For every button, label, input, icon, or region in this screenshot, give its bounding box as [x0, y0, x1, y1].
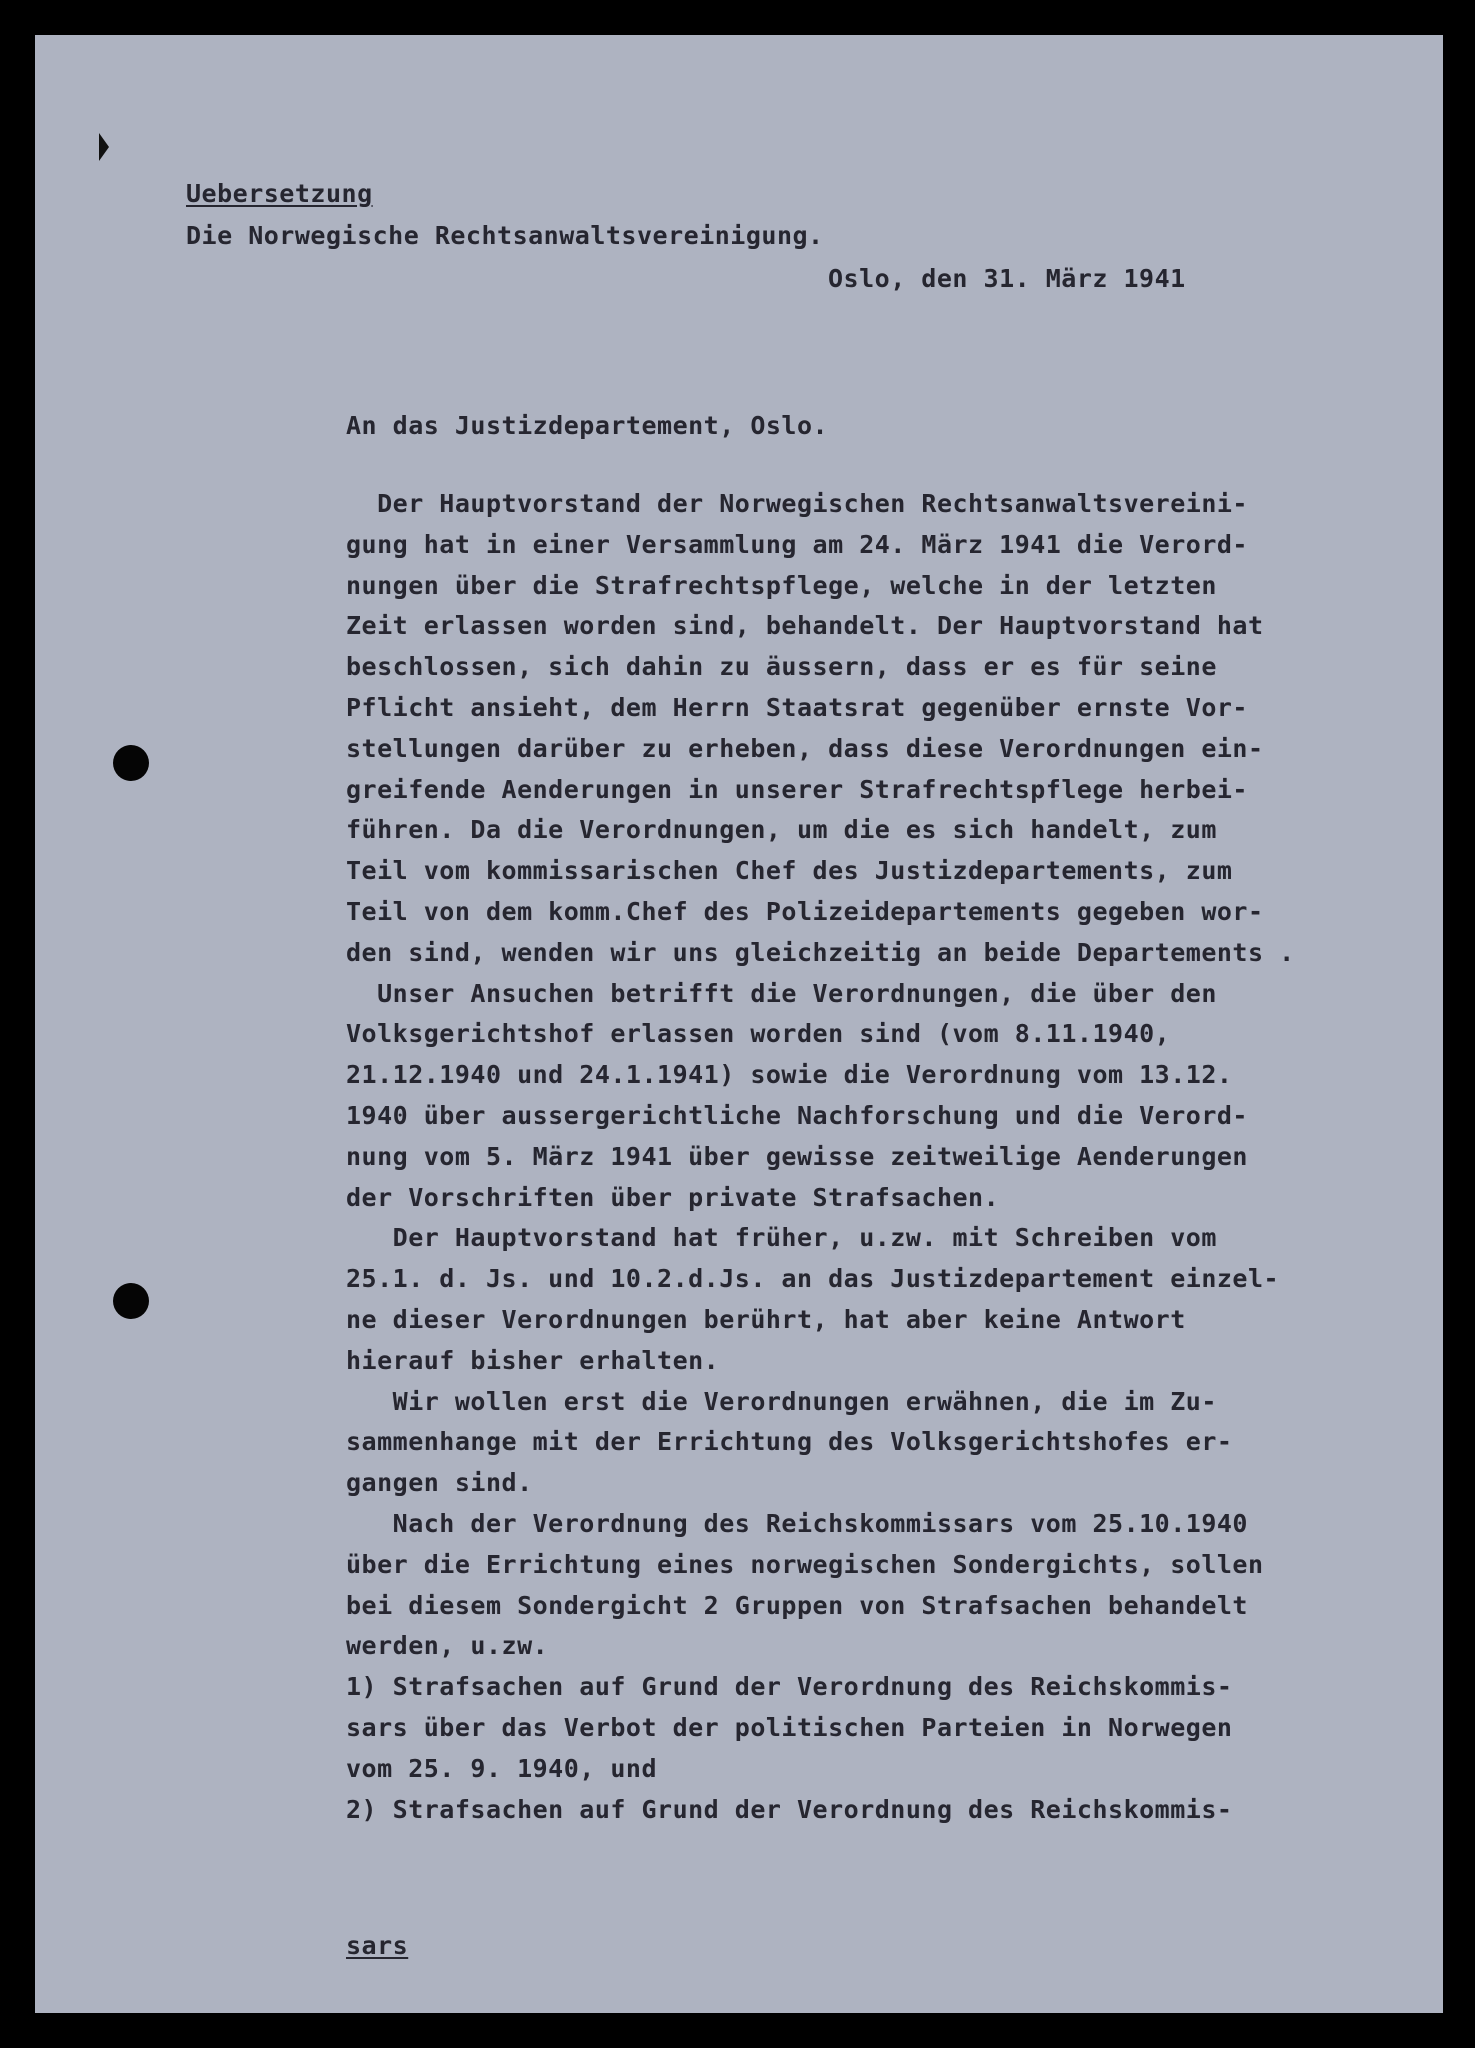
body-line: 1) Strafsachen auf Grund der Verordnung des Reichskommis- — [346, 1672, 1233, 1701]
recipient-line: An das Justizdepartement, Oslo. — [346, 411, 829, 440]
body-line: Pflicht ansieht, dem Herrn Staatsrat gegenüber ernste Vor- — [346, 693, 1248, 722]
date-line: Oslo, den 31. März 1941 — [828, 264, 1186, 293]
body-line: der Vorschriften über private Strafsachen. — [346, 1183, 1000, 1212]
body-line: sars über das Verbot der politischen Parteien in Norwegen — [346, 1713, 1233, 1742]
body-line: beschlossen, sich dahin zu äussern, dass er es für seine — [346, 652, 1217, 681]
body-line: sammenhange mit der Errichtung des Volksgerichtshofes er- — [346, 1427, 1233, 1456]
body-line: 1940 über aussergerichtliche Nachforschung und die Verord- — [346, 1101, 1248, 1130]
body-line: 2) Strafsachen auf Grund der Verordnung des Reichskommis- — [346, 1795, 1233, 1824]
body-line: bei diesem Sondergicht 2 Gruppen von Strafsachen behandelt — [346, 1591, 1248, 1620]
body-line: über die Errichtung eines norwegischen Sondergichts, sollen — [346, 1550, 1264, 1579]
body-line: werden, u.zw. — [346, 1631, 549, 1660]
body-line: nungen über die Strafrechtspflege, welche in der letzten — [346, 571, 1217, 600]
body-line: Der Hauptvorstand der Norwegischen Rechtsanwaltsvereini- — [346, 489, 1248, 518]
body-line: gung hat in einer Versammlung am 24. März 1941 die Verord- — [346, 530, 1248, 559]
body-line: Der Hauptvorstand hat früher, u.zw. mit Schreiben vom — [346, 1223, 1217, 1252]
body-line: hierauf bisher erhalten. — [346, 1346, 720, 1375]
body-line: Zeit erlassen worden sind, behandelt. Der Hauptvorstand hat — [346, 611, 1264, 640]
body-line: vom 25. 9. 1940, und — [346, 1754, 658, 1783]
body-line: führen. Da die Verordnungen, um die es sich handelt, zum — [346, 815, 1217, 844]
body-line: ne dieser Verordnungen berührt, hat aber keine Antwort — [346, 1305, 1186, 1334]
paper-sheet — [35, 35, 1443, 2013]
body-line: 25.1. d. Js. und 10.2.d.Js. an das Justizdepartement einzel- — [346, 1264, 1280, 1293]
body-line: Nach der Verordnung des Reichskommissars vom 25.10.1940 — [346, 1509, 1248, 1538]
punch-hole — [113, 1283, 149, 1319]
body-line: Volksgerichtshof erlassen worden sind (vom 8.11.1940, — [346, 1019, 1171, 1048]
body-line: 21.12.1940 und 24.1.1941) sowie die Verordnung vom 13.12. — [346, 1060, 1233, 1089]
body-line: Teil vom kommissarischen Chef des Justizdepartements, zum — [346, 856, 1233, 885]
body-line: Teil von dem komm.Chef des Polizeidepartements gegeben wor- — [346, 897, 1264, 926]
staple-mark — [99, 133, 109, 161]
punch-hole — [113, 745, 149, 781]
sender-line: Die Norwegische Rechtsanwaltsvereinigung. — [186, 221, 824, 250]
body-line: den sind, wenden wir uns gleichzeitig an beide Departements . — [346, 938, 1295, 967]
continuation-word: sars — [346, 1931, 409, 1960]
body-line: gangen sind. — [346, 1468, 533, 1497]
body-line: Wir wollen erst die Verordnungen erwähnen, die im Zu- — [346, 1387, 1217, 1416]
body-line: greifende Aenderungen in unserer Strafrechtspflege herbei- — [346, 775, 1248, 804]
body-line: nung vom 5. März 1941 über gewisse zeitweilige Aenderungen — [346, 1142, 1248, 1171]
document-title: Uebersetzung — [186, 179, 373, 208]
body-line: Unser Ansuchen betrifft die Verordnungen, die über den — [346, 979, 1217, 1008]
body-line: stellungen darüber zu erheben, dass diese Verordnungen ein- — [346, 734, 1264, 763]
